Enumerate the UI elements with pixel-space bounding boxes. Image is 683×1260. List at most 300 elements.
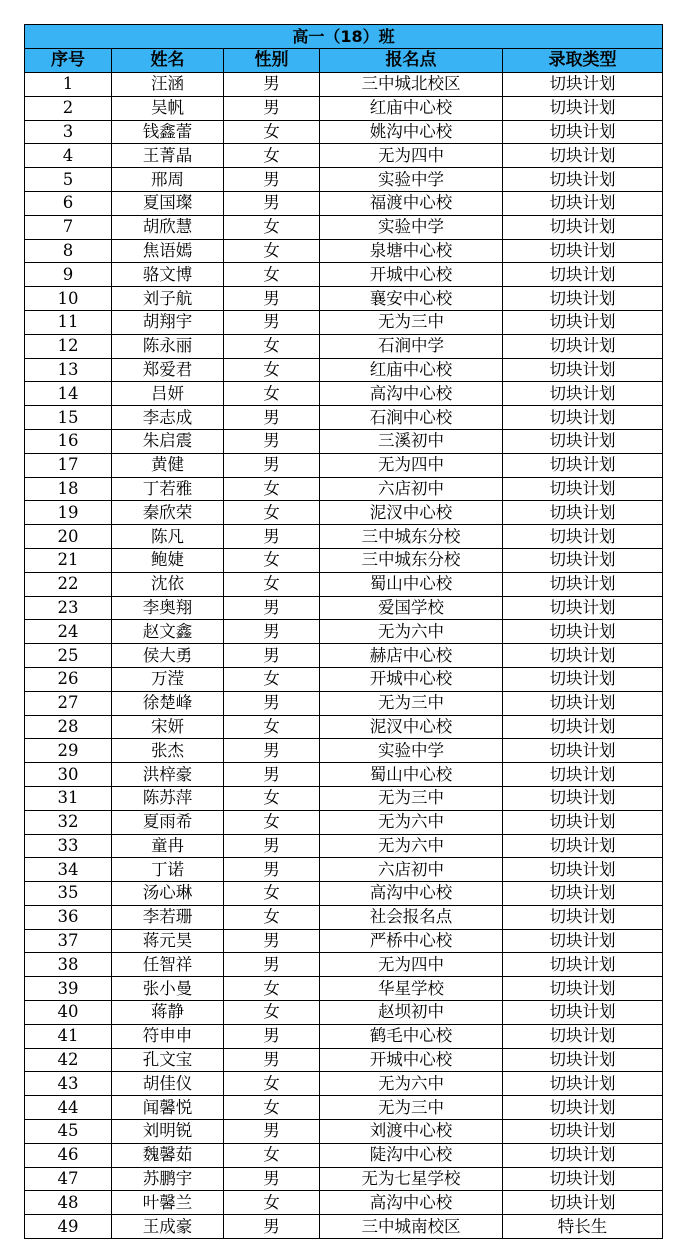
registration-site: 无为四中 <box>320 953 503 977</box>
student-gender: 女 <box>224 786 320 810</box>
student-name: 叶馨兰 <box>112 1191 224 1215</box>
row-no: 38 <box>25 953 112 977</box>
admission-type: 切块计划 <box>503 358 663 382</box>
admission-type: 切块计划 <box>503 1048 663 1072</box>
table-row <box>25 763 663 787</box>
registration-site: 华星学校 <box>320 977 503 1001</box>
student-name: 焦语嫣 <box>112 239 224 263</box>
table-row <box>25 477 663 501</box>
student-name: 丁若雅 <box>112 477 224 501</box>
registration-site: 开城中心校 <box>320 1048 503 1072</box>
row-no: 16 <box>25 429 112 453</box>
student-gender: 女 <box>224 810 320 834</box>
student-name: 沈依 <box>112 572 224 596</box>
registration-site: 三中城东分校 <box>320 525 503 549</box>
row-no: 22 <box>25 572 112 596</box>
student-name: 丁诺 <box>112 858 224 882</box>
student-gender: 男 <box>224 953 320 977</box>
table-row <box>25 977 663 1001</box>
row-no: 5 <box>25 168 112 192</box>
registration-site: 鹤毛中心校 <box>320 1024 503 1048</box>
student-gender: 男 <box>224 834 320 858</box>
admission-type: 切块计划 <box>503 1024 663 1048</box>
student-name: 刘子航 <box>112 287 224 311</box>
header-name: 姓名 <box>112 49 224 73</box>
student-gender: 女 <box>224 263 320 287</box>
student-gender: 男 <box>224 1167 320 1191</box>
row-no: 20 <box>25 525 112 549</box>
roster-table <box>24 24 663 1239</box>
row-no: 17 <box>25 453 112 477</box>
admission-type: 切块计划 <box>503 406 663 430</box>
registration-site: 六店初中 <box>320 858 503 882</box>
student-gender: 女 <box>224 882 320 906</box>
table-row <box>25 691 663 715</box>
student-name: 汤心琳 <box>112 882 224 906</box>
row-no: 49 <box>25 1215 112 1239</box>
student-name: 陈永丽 <box>112 334 224 358</box>
student-name: 黄健 <box>112 453 224 477</box>
row-no: 39 <box>25 977 112 1001</box>
student-name: 陈凡 <box>112 525 224 549</box>
table-row <box>25 882 663 906</box>
student-name: 吴帆 <box>112 96 224 120</box>
row-no: 3 <box>25 120 112 144</box>
registration-site: 高沟中心校 <box>320 382 503 406</box>
row-no: 19 <box>25 501 112 525</box>
registration-site: 爱国学校 <box>320 596 503 620</box>
student-gender: 女 <box>224 1072 320 1096</box>
row-no: 7 <box>25 215 112 239</box>
student-name: 朱启震 <box>112 429 224 453</box>
admission-type: 切块计划 <box>503 1167 663 1191</box>
row-no: 29 <box>25 739 112 763</box>
table-row <box>25 1048 663 1072</box>
student-gender: 女 <box>224 1191 320 1215</box>
table-row <box>25 334 663 358</box>
row-no: 34 <box>25 858 112 882</box>
row-no: 40 <box>25 1001 112 1025</box>
table-title-row <box>25 25 663 49</box>
table-row <box>25 501 663 525</box>
admission-type: 切块计划 <box>503 834 663 858</box>
student-gender: 女 <box>224 1096 320 1120</box>
student-gender: 男 <box>224 1120 320 1144</box>
registration-site: 泥汊中心校 <box>320 715 503 739</box>
admission-type: 切块计划 <box>503 739 663 763</box>
student-name: 洪梓豪 <box>112 763 224 787</box>
table-row <box>25 525 663 549</box>
table-row <box>25 1167 663 1191</box>
student-gender: 男 <box>224 525 320 549</box>
student-gender: 女 <box>224 905 320 929</box>
table-row <box>25 310 663 334</box>
student-name: 张杰 <box>112 739 224 763</box>
admission-type: 切块计划 <box>503 120 663 144</box>
student-gender: 女 <box>224 572 320 596</box>
admission-type: 切块计划 <box>503 477 663 501</box>
student-gender: 男 <box>224 168 320 192</box>
admission-type: 切块计划 <box>503 191 663 215</box>
student-gender: 女 <box>224 501 320 525</box>
student-name: 童冉 <box>112 834 224 858</box>
student-gender: 男 <box>224 858 320 882</box>
registration-site: 无为四中 <box>320 144 503 168</box>
table-row <box>25 1096 663 1120</box>
class-roster-sheet <box>24 24 662 1239</box>
row-no: 14 <box>25 382 112 406</box>
row-no: 36 <box>25 905 112 929</box>
admission-type: 切块计划 <box>503 620 663 644</box>
admission-type: 切块计划 <box>503 953 663 977</box>
admission-type: 切块计划 <box>503 763 663 787</box>
admission-type: 切块计划 <box>503 287 663 311</box>
student-gender: 男 <box>224 1215 320 1239</box>
row-no: 27 <box>25 691 112 715</box>
student-gender: 男 <box>224 596 320 620</box>
student-gender: 男 <box>224 763 320 787</box>
row-no: 37 <box>25 929 112 953</box>
table-row <box>25 810 663 834</box>
table-row <box>25 1072 663 1096</box>
admission-type: 切块计划 <box>503 310 663 334</box>
header-site: 报名点 <box>320 49 503 73</box>
student-gender: 女 <box>224 358 320 382</box>
admission-type: 切块计划 <box>503 429 663 453</box>
row-no: 33 <box>25 834 112 858</box>
class-title: 高一（18）班 <box>25 25 663 49</box>
admission-type: 切块计划 <box>503 96 663 120</box>
student-name: 秦欣荣 <box>112 501 224 525</box>
registration-site: 赵坝初中 <box>320 1001 503 1025</box>
row-no: 25 <box>25 644 112 668</box>
student-name: 侯大勇 <box>112 644 224 668</box>
admission-type: 切块计划 <box>503 1191 663 1215</box>
admission-type: 切块计划 <box>503 715 663 739</box>
registration-site: 福渡中心校 <box>320 191 503 215</box>
student-name: 邢周 <box>112 168 224 192</box>
row-no: 2 <box>25 96 112 120</box>
admission-type: 切块计划 <box>503 239 663 263</box>
row-no: 26 <box>25 667 112 691</box>
registration-site: 无为六中 <box>320 620 503 644</box>
table-row <box>25 548 663 572</box>
student-name: 王成豪 <box>112 1215 224 1239</box>
table-row <box>25 667 663 691</box>
student-gender: 女 <box>224 239 320 263</box>
table-row <box>25 358 663 382</box>
table-row <box>25 953 663 977</box>
student-gender: 女 <box>224 667 320 691</box>
header-row <box>25 49 663 73</box>
row-no: 47 <box>25 1167 112 1191</box>
registration-site: 三中城东分校 <box>320 548 503 572</box>
registration-site: 高沟中心校 <box>320 1191 503 1215</box>
registration-site: 实验中学 <box>320 739 503 763</box>
student-name: 魏馨茹 <box>112 1143 224 1167</box>
registration-site: 严桥中心校 <box>320 929 503 953</box>
registration-site: 六店初中 <box>320 477 503 501</box>
student-name: 鲍婕 <box>112 548 224 572</box>
registration-site: 实验中学 <box>320 168 503 192</box>
student-name: 陈苏萍 <box>112 786 224 810</box>
registration-site: 无为七星学校 <box>320 1167 503 1191</box>
roster-body <box>25 73 663 1239</box>
student-name: 蒋元昊 <box>112 929 224 953</box>
student-name: 万滢 <box>112 667 224 691</box>
registration-site: 蜀山中心校 <box>320 763 503 787</box>
admission-type: 切块计划 <box>503 334 663 358</box>
admission-type: 切块计划 <box>503 215 663 239</box>
registration-site: 三中城南校区 <box>320 1215 503 1239</box>
row-no: 45 <box>25 1120 112 1144</box>
table-row <box>25 406 663 430</box>
student-gender: 女 <box>224 548 320 572</box>
student-gender: 男 <box>224 191 320 215</box>
admission-type: 切块计划 <box>503 905 663 929</box>
registration-site: 赫店中心校 <box>320 644 503 668</box>
table-row <box>25 1215 663 1239</box>
row-no: 18 <box>25 477 112 501</box>
header-type: 录取类型 <box>503 49 663 73</box>
admission-type: 切块计划 <box>503 596 663 620</box>
row-no: 9 <box>25 263 112 287</box>
table-row <box>25 73 663 97</box>
student-name: 夏国璨 <box>112 191 224 215</box>
registration-site: 红庙中心校 <box>320 358 503 382</box>
student-name: 刘明锐 <box>112 1120 224 1144</box>
row-no: 6 <box>25 191 112 215</box>
registration-site: 无为三中 <box>320 691 503 715</box>
admission-type: 切块计划 <box>503 786 663 810</box>
student-name: 李若珊 <box>112 905 224 929</box>
student-gender: 女 <box>224 215 320 239</box>
registration-site: 无为四中 <box>320 453 503 477</box>
table-row <box>25 596 663 620</box>
admission-type: 切块计划 <box>503 667 663 691</box>
student-name: 徐楚峰 <box>112 691 224 715</box>
admission-type: 切块计划 <box>503 168 663 192</box>
admission-type: 切块计划 <box>503 453 663 477</box>
student-gender: 女 <box>224 477 320 501</box>
student-gender: 女 <box>224 1001 320 1025</box>
row-no: 48 <box>25 1191 112 1215</box>
student-name: 胡翔宇 <box>112 310 224 334</box>
student-name: 符申申 <box>112 1024 224 1048</box>
student-gender: 女 <box>224 382 320 406</box>
student-name: 任智祥 <box>112 953 224 977</box>
row-no: 41 <box>25 1024 112 1048</box>
table-row <box>25 144 663 168</box>
admission-type: 切块计划 <box>503 1143 663 1167</box>
student-name: 汪涵 <box>112 73 224 97</box>
student-name: 张小曼 <box>112 977 224 1001</box>
student-name: 李志成 <box>112 406 224 430</box>
table-row <box>25 239 663 263</box>
admission-type: 切块计划 <box>503 858 663 882</box>
admission-type: 切块计划 <box>503 73 663 97</box>
row-no: 35 <box>25 882 112 906</box>
admission-type: 切块计划 <box>503 382 663 406</box>
table-row <box>25 263 663 287</box>
table-row <box>25 1120 663 1144</box>
table-row <box>25 644 663 668</box>
table-row <box>25 786 663 810</box>
admission-type: 切块计划 <box>503 810 663 834</box>
row-no: 23 <box>25 596 112 620</box>
admission-type: 切块计划 <box>503 1120 663 1144</box>
student-name: 赵文鑫 <box>112 620 224 644</box>
student-gender: 男 <box>224 620 320 644</box>
registration-site: 刘渡中心校 <box>320 1120 503 1144</box>
row-no: 1 <box>25 73 112 97</box>
row-no: 32 <box>25 810 112 834</box>
registration-site: 红庙中心校 <box>320 96 503 120</box>
registration-site: 高沟中心校 <box>320 882 503 906</box>
student-name: 李奥翔 <box>112 596 224 620</box>
registration-site: 三溪初中 <box>320 429 503 453</box>
table-row <box>25 715 663 739</box>
admission-type: 切块计划 <box>503 1001 663 1025</box>
student-gender: 女 <box>224 144 320 168</box>
student-gender: 男 <box>224 96 320 120</box>
table-row <box>25 96 663 120</box>
table-row <box>25 453 663 477</box>
student-name: 郑爱君 <box>112 358 224 382</box>
student-gender: 女 <box>224 334 320 358</box>
registration-site: 社会报名点 <box>320 905 503 929</box>
registration-site: 无为六中 <box>320 810 503 834</box>
row-no: 43 <box>25 1072 112 1096</box>
row-no: 30 <box>25 763 112 787</box>
admission-type: 切块计划 <box>503 144 663 168</box>
registration-site: 开城中心校 <box>320 667 503 691</box>
student-gender: 男 <box>224 929 320 953</box>
table-row <box>25 168 663 192</box>
header-gender: 性别 <box>224 49 320 73</box>
row-no: 31 <box>25 786 112 810</box>
row-no: 4 <box>25 144 112 168</box>
student-name: 夏雨希 <box>112 810 224 834</box>
student-name: 蒋静 <box>112 1001 224 1025</box>
table-row <box>25 572 663 596</box>
table-row <box>25 929 663 953</box>
registration-site: 石涧中心校 <box>320 406 503 430</box>
table-row <box>25 1001 663 1025</box>
registration-site: 无为三中 <box>320 786 503 810</box>
admission-type: 特长生 <box>503 1215 663 1239</box>
student-name: 吕妍 <box>112 382 224 406</box>
student-gender: 男 <box>224 287 320 311</box>
registration-site: 石涧中学 <box>320 334 503 358</box>
student-gender: 男 <box>224 739 320 763</box>
student-name: 苏鹏宇 <box>112 1167 224 1191</box>
registration-site: 襄安中心校 <box>320 287 503 311</box>
student-gender: 男 <box>224 429 320 453</box>
student-name: 孔文宝 <box>112 1048 224 1072</box>
admission-type: 切块计划 <box>503 572 663 596</box>
row-no: 24 <box>25 620 112 644</box>
row-no: 13 <box>25 358 112 382</box>
student-gender: 男 <box>224 1024 320 1048</box>
header-no: 序号 <box>25 49 112 73</box>
student-name: 骆文博 <box>112 263 224 287</box>
student-gender: 女 <box>224 1143 320 1167</box>
row-no: 44 <box>25 1096 112 1120</box>
table-row <box>25 834 663 858</box>
table-row <box>25 287 663 311</box>
row-no: 11 <box>25 310 112 334</box>
student-gender: 男 <box>224 310 320 334</box>
admission-type: 切块计划 <box>503 501 663 525</box>
student-gender: 女 <box>224 977 320 1001</box>
student-gender: 男 <box>224 1048 320 1072</box>
registration-site: 无为三中 <box>320 310 503 334</box>
table-row <box>25 191 663 215</box>
student-gender: 男 <box>224 406 320 430</box>
registration-site: 蜀山中心校 <box>320 572 503 596</box>
admission-type: 切块计划 <box>503 1072 663 1096</box>
row-no: 28 <box>25 715 112 739</box>
admission-type: 切块计划 <box>503 1096 663 1120</box>
table-row <box>25 1143 663 1167</box>
row-no: 15 <box>25 406 112 430</box>
student-gender: 女 <box>224 715 320 739</box>
table-row <box>25 1024 663 1048</box>
registration-site: 开城中心校 <box>320 263 503 287</box>
student-gender: 男 <box>224 691 320 715</box>
student-name: 王菁晶 <box>112 144 224 168</box>
student-name: 宋妍 <box>112 715 224 739</box>
table-row <box>25 429 663 453</box>
admission-type: 切块计划 <box>503 263 663 287</box>
student-name: 钱鑫蕾 <box>112 120 224 144</box>
row-no: 12 <box>25 334 112 358</box>
row-no: 8 <box>25 239 112 263</box>
table-row <box>25 382 663 406</box>
student-gender: 男 <box>224 453 320 477</box>
row-no: 46 <box>25 1143 112 1167</box>
registration-site: 姚沟中心校 <box>320 120 503 144</box>
student-name: 闻馨悦 <box>112 1096 224 1120</box>
student-name: 胡佳仪 <box>112 1072 224 1096</box>
row-no: 21 <box>25 548 112 572</box>
registration-site: 泉塘中心校 <box>320 239 503 263</box>
table-row <box>25 120 663 144</box>
table-row <box>25 1191 663 1215</box>
table-row <box>25 905 663 929</box>
registration-site: 无为六中 <box>320 834 503 858</box>
row-no: 42 <box>25 1048 112 1072</box>
registration-site: 无为六中 <box>320 1072 503 1096</box>
admission-type: 切块计划 <box>503 644 663 668</box>
admission-type: 切块计划 <box>503 691 663 715</box>
registration-site: 无为三中 <box>320 1096 503 1120</box>
table-row <box>25 858 663 882</box>
student-name: 胡欣慧 <box>112 215 224 239</box>
registration-site: 泥汊中心校 <box>320 501 503 525</box>
table-row <box>25 739 663 763</box>
admission-type: 切块计划 <box>503 525 663 549</box>
registration-site: 实验中学 <box>320 215 503 239</box>
admission-type: 切块计划 <box>503 882 663 906</box>
table-row <box>25 215 663 239</box>
student-gender: 男 <box>224 73 320 97</box>
student-gender: 男 <box>224 644 320 668</box>
student-gender: 女 <box>224 120 320 144</box>
admission-type: 切块计划 <box>503 977 663 1001</box>
admission-type: 切块计划 <box>503 548 663 572</box>
